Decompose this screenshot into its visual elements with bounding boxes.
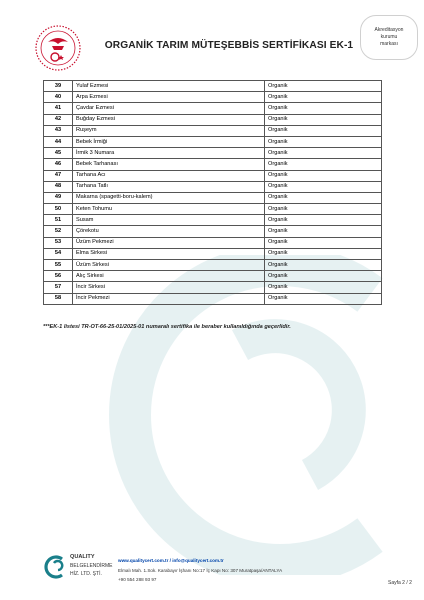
product-status: Organik xyxy=(265,103,382,114)
product-status: Organik xyxy=(265,282,382,293)
product-name: Alıç Sirkesi xyxy=(73,271,265,282)
table-row xyxy=(44,148,382,159)
row-number: 52 xyxy=(44,226,73,237)
table-row xyxy=(44,226,382,237)
product-name: İrmik 3 Numara xyxy=(73,148,265,159)
product-name: Bebek İrmiği xyxy=(73,136,265,147)
document-title: ORGANİK TARIM MÜTEŞEBBİS SERTİFİKASI EK-1 xyxy=(104,40,354,51)
product-name: Makarna (spagetti-boru-kalem) xyxy=(73,192,265,203)
row-number: 54 xyxy=(44,248,73,259)
table-row xyxy=(44,282,382,293)
product-name: Arpa Ezmesi xyxy=(73,92,265,103)
product-name: Susam xyxy=(73,215,265,226)
company-line-1: QUALITY xyxy=(70,554,95,560)
row-number: 48 xyxy=(44,181,73,192)
table-row xyxy=(44,260,382,271)
row-number: 43 xyxy=(44,125,73,136)
accreditation-label-2: kurumu xyxy=(380,34,398,40)
row-number: 53 xyxy=(44,237,73,248)
row-number: 44 xyxy=(44,136,73,147)
product-status: Organik xyxy=(265,237,382,248)
product-status: Organik xyxy=(265,248,382,259)
page-number: Sayfa 2 / 2 xyxy=(388,580,412,586)
product-status: Organik xyxy=(265,192,382,203)
product-name: İncir Pekmezi xyxy=(73,293,265,304)
table-row xyxy=(44,159,382,170)
phone-text: +90 554 288 93 97 xyxy=(118,577,157,582)
product-name: Tarhana Tatlı xyxy=(73,181,265,192)
accreditation-label-3: markası xyxy=(380,41,398,47)
table-row xyxy=(44,170,382,181)
accreditation-mark-box xyxy=(360,15,418,60)
product-name: Keten Tohumu xyxy=(73,204,265,215)
product-name: Çörekotu xyxy=(73,226,265,237)
row-number: 58 xyxy=(44,293,73,304)
table-row xyxy=(44,125,382,136)
website-link[interactable]: www.qualitycert.com.tr / info@qualitycert.com.tr xyxy=(118,558,224,563)
product-name: Bebek Tarhanası xyxy=(73,159,265,170)
product-status: Organik xyxy=(265,136,382,147)
contact-info xyxy=(118,556,282,585)
product-name: Üzüm Sirkesi xyxy=(73,260,265,271)
row-number: 51 xyxy=(44,215,73,226)
table-row xyxy=(44,136,382,147)
product-status: Organik xyxy=(265,114,382,125)
product-name: Ruşeym xyxy=(73,125,265,136)
product-status: Organik xyxy=(265,260,382,271)
table-row xyxy=(44,215,382,226)
row-number: 40 xyxy=(44,92,73,103)
company-name xyxy=(70,553,113,579)
table-row xyxy=(44,248,382,259)
row-number: 49 xyxy=(44,192,73,203)
address-text: Elmalı Mah. 1.Sok. Karabayır İşhanı No:17 İç Kapı No: 307 Muratpaşa/ANTALYA xyxy=(118,567,283,573)
product-name: Üzüm Pekmezi xyxy=(73,237,265,248)
product-name: Buğday Ezmesi xyxy=(73,114,265,125)
row-number: 45 xyxy=(44,148,73,159)
product-status: Organik xyxy=(265,125,382,136)
row-number: 46 xyxy=(44,159,73,170)
table-row xyxy=(44,114,382,125)
accreditation-label-1: Akreditasyon xyxy=(374,27,404,33)
product-status: Organik xyxy=(265,181,382,192)
table-row xyxy=(44,192,382,203)
product-status: Organik xyxy=(265,215,382,226)
product-name: Tarhana Acı xyxy=(73,170,265,181)
row-number: 56 xyxy=(44,271,73,282)
product-table xyxy=(43,80,382,305)
table-row xyxy=(44,92,382,103)
product-status: Organik xyxy=(265,271,382,282)
table-row xyxy=(44,271,382,282)
product-name: Elma Sirkesi xyxy=(73,248,265,259)
table-row xyxy=(44,237,382,248)
product-name: İncir Sirkesi xyxy=(73,282,265,293)
product-status: Organik xyxy=(265,159,382,170)
product-status: Organik xyxy=(265,92,382,103)
product-status: Organik xyxy=(265,204,382,215)
row-number: 42 xyxy=(44,114,73,125)
row-number: 55 xyxy=(44,260,73,271)
product-name: Yulaf Ezmesi xyxy=(73,81,265,92)
company-line-3: HİZ. LTD. ŞTİ. xyxy=(70,571,102,577)
product-status: Organik xyxy=(265,81,382,92)
product-status: Organik xyxy=(265,293,382,304)
table-row xyxy=(44,181,382,192)
validity-note: ***EK-1 listesi TR-OT-66-25-01/2025-01 numaralı sertifika ile beraber kullanıldığında geçerlidir. xyxy=(43,324,291,330)
table-row xyxy=(44,204,382,215)
ministry-seal-icon xyxy=(34,24,82,72)
product-name: Çavdar Ezmesi xyxy=(73,103,265,114)
product-status: Organik xyxy=(265,226,382,237)
row-number: 41 xyxy=(44,103,73,114)
row-number: 50 xyxy=(44,204,73,215)
table-row xyxy=(44,103,382,114)
qualitycert-logo-icon xyxy=(42,555,66,579)
row-number: 47 xyxy=(44,170,73,181)
product-status: Organik xyxy=(265,170,382,181)
product-status: Organik xyxy=(265,148,382,159)
row-number: 39 xyxy=(44,81,73,92)
company-line-2: BELGELENDİRME xyxy=(70,562,113,569)
table-row xyxy=(44,81,382,92)
row-number: 57 xyxy=(44,282,73,293)
table-row xyxy=(44,293,382,304)
